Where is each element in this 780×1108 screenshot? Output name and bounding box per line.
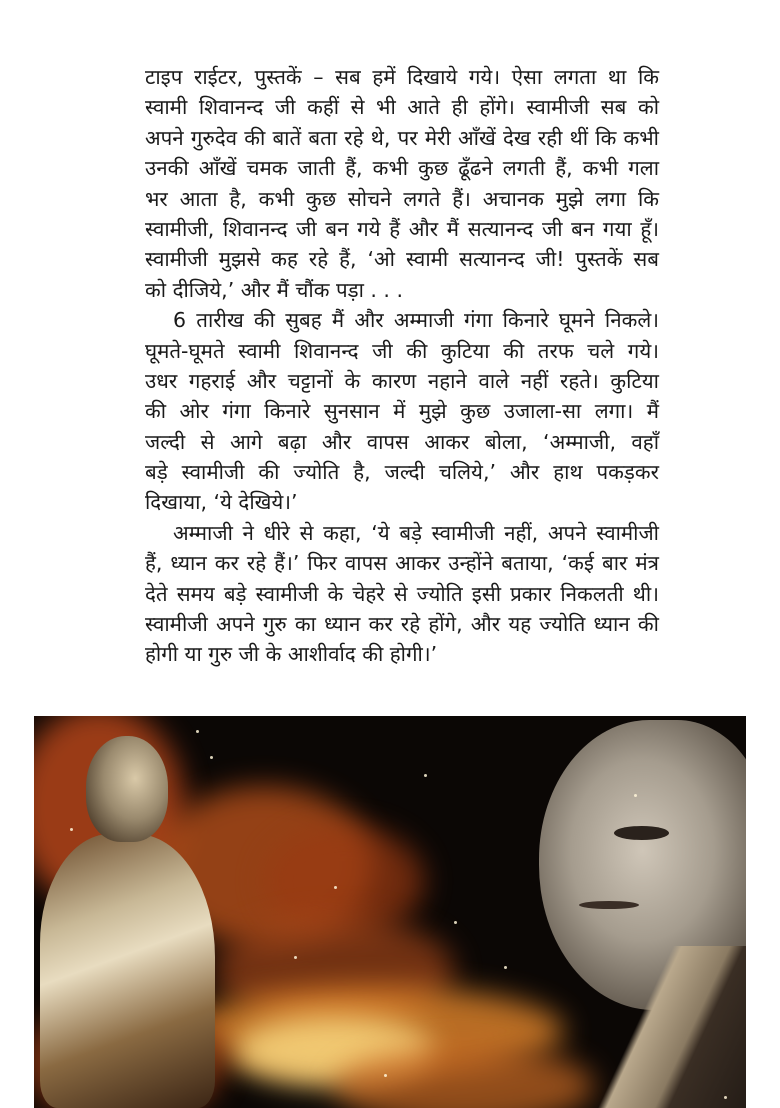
body-text [145, 62, 659, 670]
text-line: उनकी आँखें चमक जाती हैं, कभी कुछ ढूँढने लगती हैं, कभी गला [145, 156, 659, 181]
text-line: उधर गहराई और चट्टानों के कारण नहाने वाले नहीं रहते। कुटिया [145, 368, 659, 393]
swami-composite-photo [34, 716, 746, 1108]
text-line: को दीजिये,’ और मैं चौंक पड़ा . . . [145, 277, 403, 302]
text-line: अम्माजी ने धीरे से कहा, ‘ये बड़े स्वामीजी नहीं, अपने स्वामीजी [173, 520, 659, 545]
meditating-swami-figure [34, 716, 254, 1108]
text-line: भर आता है, कभी कुछ सोचने लगते हैं। अचानक मुझे लगा कि [145, 186, 659, 211]
portrait-shawl [574, 946, 746, 1108]
star [424, 774, 427, 777]
text-line: की ओर गंगा किनारे सुनसान में मुझे कुछ उजाला-सा लगा। मैं [145, 399, 659, 424]
text-line: स्वामीजी अपने गुरु का ध्यान कर रहे होंगे, और यह ज्योति ध्यान की [145, 612, 659, 637]
star [634, 794, 637, 797]
portrait-eye [614, 826, 669, 840]
paragraph-1 [145, 62, 659, 305]
text-line: टाइप राईटर, पुस्तकें – सब हमें दिखाये गये। ऐसा लगता था कि [145, 65, 659, 89]
portrait-mouth [579, 901, 639, 909]
swami-robe [40, 834, 215, 1108]
star [504, 966, 507, 969]
swami-head [86, 736, 168, 842]
text-line: होगी या गुरु जी के आशीर्वाद की होगी।’ [145, 642, 438, 667]
text-line: 6 तारीख की सुबह मैं और अम्माजी गंगा किनारे घूमने निकले। [173, 308, 659, 333]
star [196, 730, 199, 733]
paragraph-3 [145, 518, 659, 670]
paragraph-2 [145, 305, 659, 518]
text-line: स्वामीजी, शिवानन्द जी बन गये हैं और मैं सत्यानन्द जी बन गया हूँ। [145, 216, 659, 241]
text-line: स्वामीजी मुझसे कह रहे हैं, ‘ओ स्वामी सत्यानन्द जी! पुस्तकें सब [145, 247, 659, 272]
star [70, 828, 73, 831]
star [334, 886, 337, 889]
star [294, 956, 297, 959]
text-line: बड़े स्वामीजी की ज्योति है, जल्दी चलिये,’ और हाथ पकड़कर [145, 460, 659, 485]
text-line: दिखाया, ‘ये देखिये।’ [145, 490, 298, 515]
star [724, 1096, 727, 1099]
text-line: हैं, ध्यान कर रहे हैं।’ फिर वापस आकर उन्होंने बताया, ‘कई बार मंत्र [145, 551, 659, 576]
star [454, 921, 457, 924]
text-line: स्वामी शिवानन्द जी कहीं से भी आते ही होंगे। स्वामीजी सब को [145, 95, 659, 120]
text-line: जल्दी से आगे बढ़ा और वापस आकर बोला, ‘अम्माजी, वहाँ [145, 429, 659, 454]
star [210, 756, 213, 759]
text-line: देते समय बड़े स्वामीजी के चेहरे से ज्योति इसी प्रकार निकलती थी। [145, 581, 659, 606]
star [384, 1074, 387, 1077]
text-line: घूमते-घूमते स्वामी शिवानन्द जी की कुटिया की तरफ चले गये। [145, 338, 659, 363]
text-line: अपने गुरुदेव की बातें बता रहे थे, पर मेरी आँखें देख रही थीं कि कभी [145, 125, 659, 150]
